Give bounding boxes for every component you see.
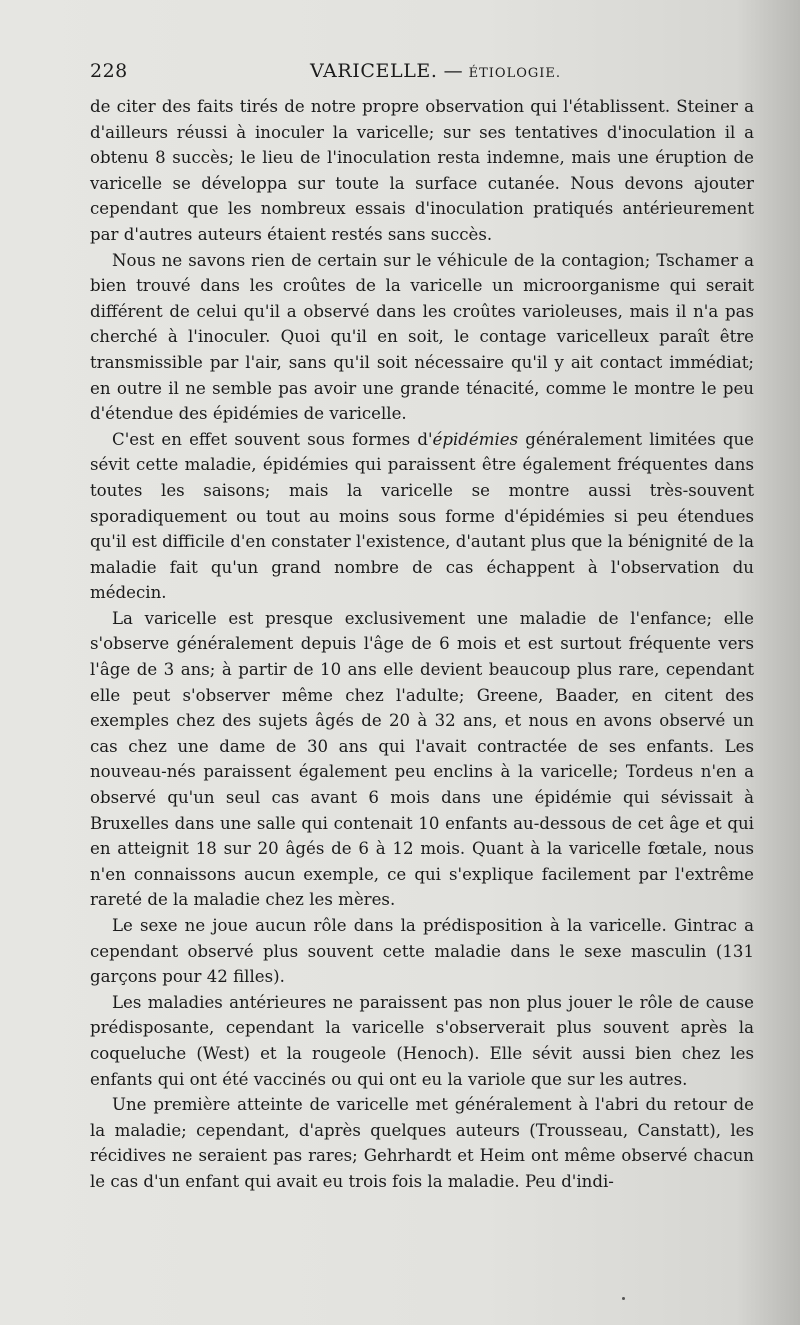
paragraph-sex: Le sexe ne joue aucun rôle dans la prédisposition à la varicelle. Gintrac a cependant observé plus souvent cette maladie dans le sexe masculin (131 garçons pour 42 filles). [90,916,754,987]
running-title-dash: — [443,60,463,82]
running-title-main: VARICELLE. [310,60,438,82]
body-text [90,94,754,1195]
ink-speck [622,1297,625,1300]
epidemics-emphasis: épidémies [432,429,519,449]
page-header [90,58,754,88]
paragraph-contagion: Nous ne savons rien de certain sur le véhicule de la contagion; Tschamer a bien trouvé dans les croûtes de la varicelle un microorganisme qui serait différent de celui qu'il a observé dans les croûtes varioleuses, mais il n'a pas cherché à l'inoculer. Quoi qu'il en soit, le contage varicelleux paraît être transmissible par l'air, sans qu'il soit nécessaire qu'il y ait contact immédiat; en outre il ne semble pas avoir une grande ténacité, comme le montre le peu d'étendue des épidémies de varicelle. [90,250,754,424]
paragraph-age: La varicelle est presque exclusivement une maladie de l'enfance; elle s'observe généralement depuis l'âge de 6 mois et est surtout fréquente vers l'âge de 3 ans; à partir de 10 ans elle devient beaucoup plus rare, cependant elle peut s'observer même chez l'adulte; Greene, Baader, en citent des exemples chez des sujets âgés de 20 à 32 ans, et nous en avons observé un cas chez une dame de 30 ans qui l'avait contractée de ses enfants. Les nouveau-nés paraissent également peu enclins à la varicelle; Tordeus n'en a observé qu'un seul cas avant 6 mois dans une épidémie qui sévissait à Bruxelles dans une salle qui contenait 10 enfants au-dessous de cet âge et qui en atteignit 18 sur 20 âgés de 6 à 12 mois. Quant à la varicelle fœtale, nous n'en connaissons aucun exemple, ce qui s'explique facilement par l'extrême rareté de la maladie chez les mères. [90,608,754,910]
paragraph-inoculation: de citer des faits tirés de notre propre observation qui l'établissent. Steiner a d'ailleurs réussi à inoculer la varicelle; sur ses tentatives d'inoculation il a obtenu 8 succès; le lieu de l'inoculation resta indemne, mais une éruption de varicelle se développa sur toute la surface cutanée. Nous devons ajouter cependant que les nombreux essais d'inoculation pratiqués antérieurement par d'autres auteurs étaient restés sans succès. [90,97,754,244]
paragraph-recurrence: Une première atteinte de varicelle met généralement à l'abri du retour de la maladie; cependant, d'après quelques auteurs (Trousseau, Canstatt), les récidives ne seraient pas rares; Gehrhardt et Heim ont même observé chacun le cas d'un enfant qui avait eu trois fois la maladie. Peu d'indi- [90,1095,754,1191]
epidemics-text-before: C'est en effet souvent sous formes d' [112,429,433,449]
page-number: 228 [90,60,128,82]
epidemics-text-after: généralement limitées que sévit cette maladie, épidémies qui paraissent être également fréquentes dans toutes les saisons; mais la varicelle se montre aussi très-souvent sporadiquement ou tout au moins sous forme d'épidémies si peu étendues qu'il est difficile d'en constater l'existence, d'autant plus que la bénignité de la maladie fait qu'un grand nombre de cas échappent à l'observation du médecin. [90,429,754,603]
running-title [310,60,561,82]
paragraph-epidemics [90,427,754,606]
paragraph-prior-diseases: Les maladies antérieures ne paraissent pas non plus jouer le rôle de cause prédisposante, cependant la varicelle s'observerait plus souvent après la coqueluche (West) et la rougeole (Henoch). Elle sévit aussi bien chez les enfants qui ont été vaccinés ou qui ont eu la variole que sur les autres. [90,992,754,1089]
running-title-sub: ÉTIOLOGIE. [468,66,561,81]
